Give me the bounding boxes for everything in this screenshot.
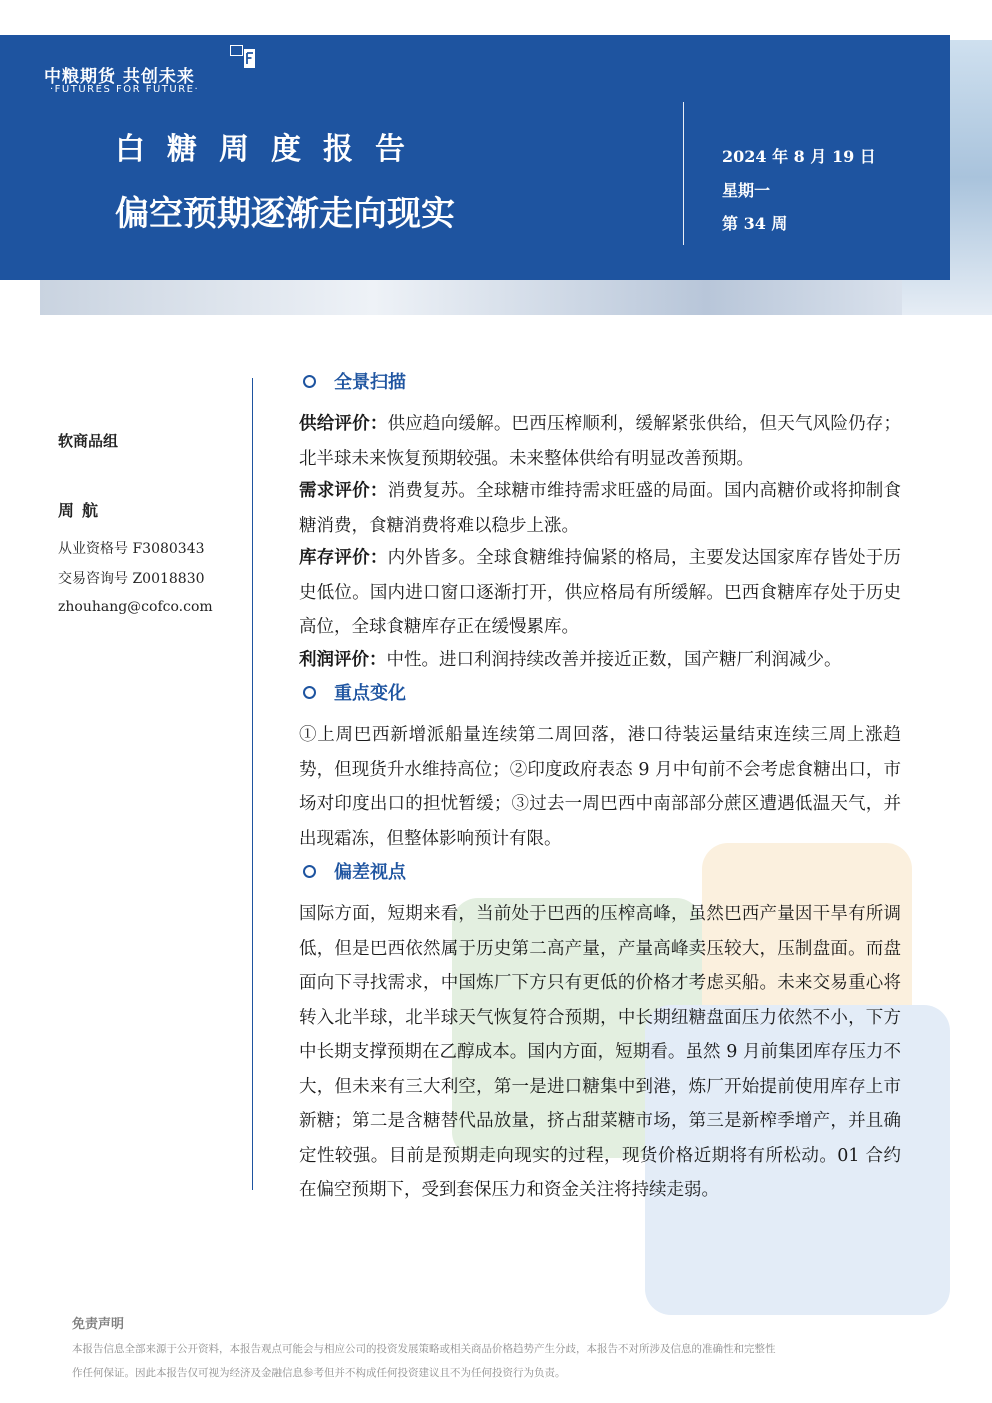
section-heading-view: 偏差视点 <box>299 856 901 886</box>
circle-bullet-icon <box>303 686 316 699</box>
brand-tagline: ·FUTURES FOR FUTURE· <box>50 84 200 95</box>
column-divider <box>252 378 253 1190</box>
report-type: 白糖周度报告 <box>115 132 427 167</box>
report-body <box>299 366 901 1208</box>
demand-assessment: 需求评价：消费复苏。全球糖市维持需求旺盛的局面。国内高糖价或将抑制食糖消费，食糖消费将难以稳步上涨。 <box>299 481 901 536</box>
author-email[interactable]: zhouhang@cofco.com <box>58 599 213 615</box>
profit-assessment: 利润评价：中性。进口利润持续改善并接近正数，国产糖厂利润减少。 <box>299 649 842 670</box>
report-week: 第 34 周 <box>722 214 788 233</box>
disclaimer-title: 免责声明 <box>72 1317 125 1332</box>
section-heading-changes: 重点变化 <box>299 677 901 707</box>
report-weekday: 星期一 <box>722 181 771 200</box>
circle-bullet-icon <box>303 865 316 878</box>
qualification-number: 从业资格号 F3080343 <box>58 541 205 557</box>
market-view-text: 国际方面，短期来看，当前处于巴西的压榨高峰，虽然巴西产量因干旱有所调低，但是巴西依然属于历史第二高产量，产量高峰卖压较大，压制盘面。而盘面向下寻找需求，中国炼厂下方只有更低的价格才考虑买船。未来交易重心将转入北半球，北半球天气恢复符合预期，中长期纽糖盘面压力依然不小，下方中长期支撑预期在乙醇成本。国内方面，短期看。虽然 9 月前集团库存压力不大，但未来有三大利空，第一是进口糖集中到港，炼厂开始提前使用库存上市新糖；第二是含糖替代品放量，挤占甜菜糖市场，第三是新榨季增产，并且确定性较强。目前是预期走向现实的过程，现货价格近期将有所松动。01 合约在偏空预期下，受到套保压力和资金关注将持续走弱。 <box>299 904 901 1200</box>
report-title: 偏空预期逐渐走向现实 <box>115 194 455 234</box>
brand-name: 中粮期货 共创未来 <box>44 67 195 87</box>
key-changes-text: ①上周巴西新增派船量连续第二周回落，港口待装运量结束连续三周上涨趋势，但现货升水维持高位；②印度政府表态 9 月中旬前不会考虑食糖出口，市场对印度出口的担忧暂缓；③过去一周巴西中南部部分蔗区遭遇低温天气，并出现霜冻，但整体影响预计有限。 <box>299 725 901 849</box>
author-name: 周航 <box>58 501 107 520</box>
team-name: 软商品组 <box>58 432 119 450</box>
circle-bullet-icon <box>303 375 316 388</box>
disclaimer-line-2: 作任何保证。因此本报告仅可视为经济及金融信息参考但并不构成任何投资建议且不为任何投资行为负责。 <box>72 1367 566 1379</box>
section-heading-overview: 全景扫描 <box>299 366 901 396</box>
disclaimer-line-1: 本报告信息全部来源于公开资料，本报告观点可能会与相应公司的投资发展策略或相关商品价格趋势产生分歧，本报告不对所涉及信息的准确性和完整性 <box>72 1343 776 1355</box>
consulting-number: 交易咨询号 Z0018830 <box>58 571 205 587</box>
inventory-assessment: 库存评价：内外皆多。全球食糖维持偏紧的格局，主要发达国家库存皆处于历史低位。国内进口窗口逐渐打开，供应格局有所缓解。巴西食糖库存处于历史高位，全球食糖库存正在缓慢累库。 <box>299 548 901 637</box>
supply-assessment: 供给评价：供应趋向缓解。巴西压榨顺利，缓解紧张供给，但天气风险仍存；北半球未来恢复预期较强。未来整体供给有明显改善预期。 <box>299 414 901 469</box>
cofco-logo-icon <box>230 45 256 69</box>
header-divider <box>683 102 684 245</box>
report-date: 2024 年 8 月 19 日 <box>722 147 876 166</box>
